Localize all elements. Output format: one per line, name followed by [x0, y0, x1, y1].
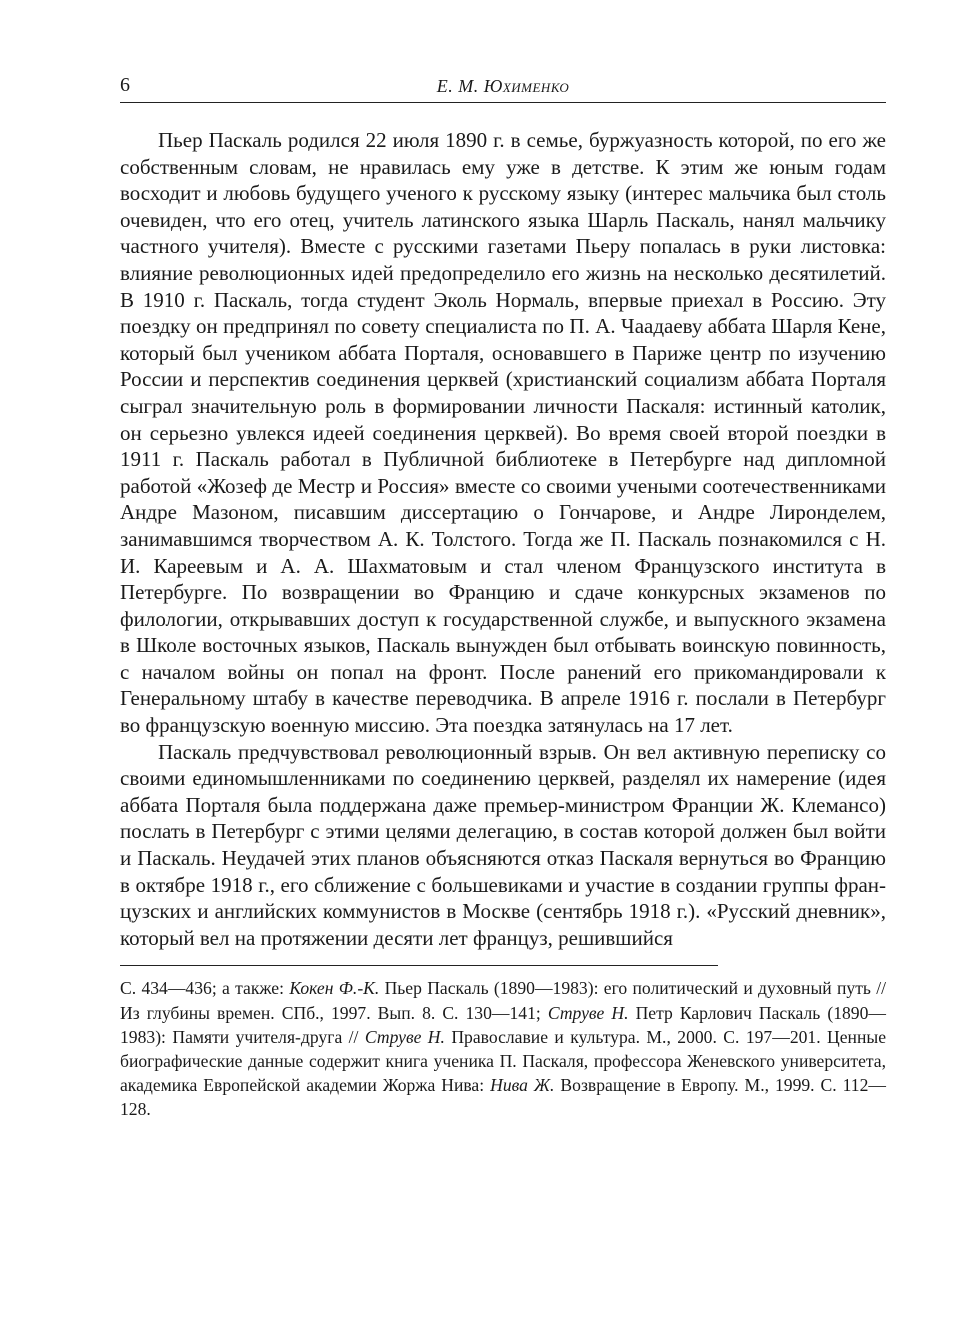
- running-head: [120, 72, 886, 103]
- footnote: [120, 976, 886, 1121]
- footnote-text-1: С. 434—436; а также:: [120, 978, 290, 999]
- paragraph-2: Паскаль предчувствовал революционный взрыв. Он вел активную переписку со своими единомышленниками по соединению церквей, разделял их намерение (идея аббата Порталя была поддержана даже премьер-министром Франции Ж. Клемансо) послать в Петербург с этими целями делегацию, в состав которой должен был войти и Паскаль. Неудачей этих планов объясняются отказ Паскаля вернуться во Францию в октябре 1918 г., его сближение с большевиками и участие в создании группы французских и английских коммунистов в Москве (сентябрь 1918 г.). «Русский дневник», который вел на протяжении десяти лет француз, решившийся: [120, 739, 886, 950]
- paragraph-1: Пьер Паскаль родился 22 июля 1890 г. в семье, буржуазность которой, по его же собственным словам, не нравилась ему уже в детстве. К этим же юным годам восходит и любовь будущего ученого к русскому языку (интерес мальчика был столь очевиден, что его отец, учитель латинского языка Шарль Паскаль, нанял мальчику частного учителя). Вместе с русскими газетами Пьеру попалась в руки листовка: влияние революционных идей предопределило его жизнь на несколько десятилетий. В 1910 г. Паскаль, тогда студент Эколь Нормаль, впервые приехал в Россию. Эту поездку он предпринял по совету специалиста по П. А. Чаадаеву аббата Шарля Кене, который был учеником аббата Порталя, основавшего в Париже центр по изучению России и перспектив соединения церквей (христианский социализм аббата Порталя сыграл значительную роль в формировании личности Паскаля: истинный католик, он серьезно увлекся идеей соединения церквей). Во время своей второй поездки в 1911 г. Паскаль работал в Публичной библиотеке в Петербурге над дипломной работой «Жозеф де Местр и Россия» вместе со своими учеными соотечественниками Андре Мазоном, писавшим диссертацию о Гончарове, и Андре Лиронделем, занимавшимся творчеством А. К. Толстого. Тогда же П. Паскаль познакомился с Н. И. Кареевым и А. А. Шахматовым и стал членом Французского института в Петербурге. По возвращении во Францию и сдаче конкурсных экзаменов по филологии, открывавших доступ к государственной службе, и выпускного экзамена в Школе восточных языков, Паскаль вынужден был отбывать воинскую повинность, с началом войны он попал на фронт. После ранений его прикомандировали к Генеральному штабу в качестве переводчика. В апреле 1916 г. послали в Петербург во французскую военную миссию. Эта поездка затянулась на 17 лет.: [120, 128, 886, 738]
- running-title: [120, 76, 886, 97]
- page-number: 6: [120, 74, 130, 96]
- footnote-text-4: Православие и культура. М., 2000. С. 197—201. Ценные биографические данные содержит книга ученика П. Паскаля, профессора Женевского университета, академика Европейской академии Жоржа Нива:: [120, 1026, 887, 1096]
- footnote-text-3: Петр Карлович Паскаль (1890—1983): Памяти учителя-друга //: [120, 1002, 886, 1047]
- author-surname: Юхименко: [483, 76, 570, 96]
- footnote-author-3: Струве Н.: [364, 1026, 445, 1047]
- footnote-rule: [120, 965, 718, 966]
- body-text: [120, 127, 886, 951]
- book-page: [120, 72, 886, 1122]
- footnote-text-2: Пьер Паскаль (1890—1983): его политический и духовный путь // Из глубины времен. СПб., 1997. Вып. 8. С. 130—141;: [120, 978, 887, 1023]
- footnote-text-5: Возвращение в Европу. М., 1999. С. 112—128.: [120, 1075, 886, 1120]
- footnote-author-1: Кокен Ф.-К.: [289, 978, 380, 999]
- author-initials: Е. М.: [436, 76, 484, 96]
- footnote-author-4: Нива Ж.: [490, 1075, 555, 1096]
- footnote-author-2: Струве Н.: [547, 1002, 629, 1023]
